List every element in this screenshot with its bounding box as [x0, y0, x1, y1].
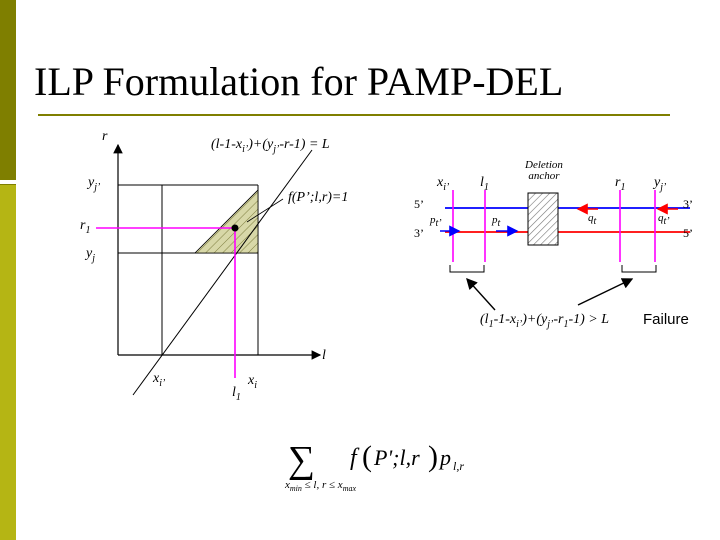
fn-label: f(P’;l,r)=1: [288, 190, 349, 205]
p-t-label: $p_t$: [492, 214, 501, 230]
three-prime-left-label: 3’: [414, 226, 424, 240]
deletion-anchor-box: [528, 193, 558, 245]
five-prime-left-label: 5’: [414, 197, 424, 211]
y-j-label: $y_j$: [86, 246, 95, 264]
point-marker: [232, 225, 239, 232]
summand-f: f: [350, 445, 357, 471]
l1-axis-label: $l_1$: [232, 385, 241, 403]
strand-r1-label: $r_1$: [615, 175, 626, 193]
r1-label: $r_1$: [80, 218, 91, 236]
axis-l-label: l: [322, 348, 326, 363]
three-prime-right-label: 3’: [683, 197, 693, 211]
summand-p-sub: l,r: [453, 459, 465, 473]
strand-l1-label: $l_1$: [480, 175, 489, 193]
deletion-anchor-label: Deletion anchor: [525, 159, 563, 182]
summand-paren-close: ): [428, 440, 438, 473]
q-t-label: $q_t$: [588, 212, 597, 228]
feasible-region: [195, 190, 258, 253]
objective-formula: [284, 439, 464, 493]
y-j-prime-label: $y_{j’}$: [88, 175, 101, 193]
q-t-prime-label: $q_{t’}$: [658, 212, 670, 228]
right-brace-pointer: [578, 279, 632, 305]
strand-y-j-prime-label: $y_{j’}$: [654, 175, 667, 193]
sum-bounds: $x_{min} \le l$, $r \le x_{max}$: [285, 479, 357, 493]
strand-x-i-prime-label: $x_{i’}$: [437, 175, 450, 193]
right-brace: [622, 265, 656, 272]
left-brace: [450, 265, 484, 272]
summand-p: p: [440, 445, 451, 470]
p-t-prime-label: $p_{t’}$: [430, 214, 442, 230]
diagonal-equation: $(l-1-x_{i’})+(y_{j’}-r-1) = L$: [211, 137, 330, 155]
left-brace-pointer: [467, 279, 495, 310]
sum-symbol: ∑: [288, 439, 316, 481]
summand-paren-open: (: [362, 440, 372, 473]
summand-args: P';l,r: [374, 445, 420, 470]
x-i-prime-axis-label: $x_{i’}$: [153, 371, 166, 389]
x-i-axis-label: $x_i$: [248, 373, 257, 391]
failure-expression: $(l_1-1-x_{i’})+(y_{j’}-r_1-1) > L$: [480, 312, 610, 330]
failure-label: Failure: [643, 311, 689, 328]
five-prime-right-label: 5’: [683, 226, 693, 240]
slide-title: ILP Formulation for PAMP-DEL: [34, 59, 564, 104]
axis-r-label: r: [102, 129, 108, 144]
diagonal-constraint-line: [133, 150, 312, 395]
